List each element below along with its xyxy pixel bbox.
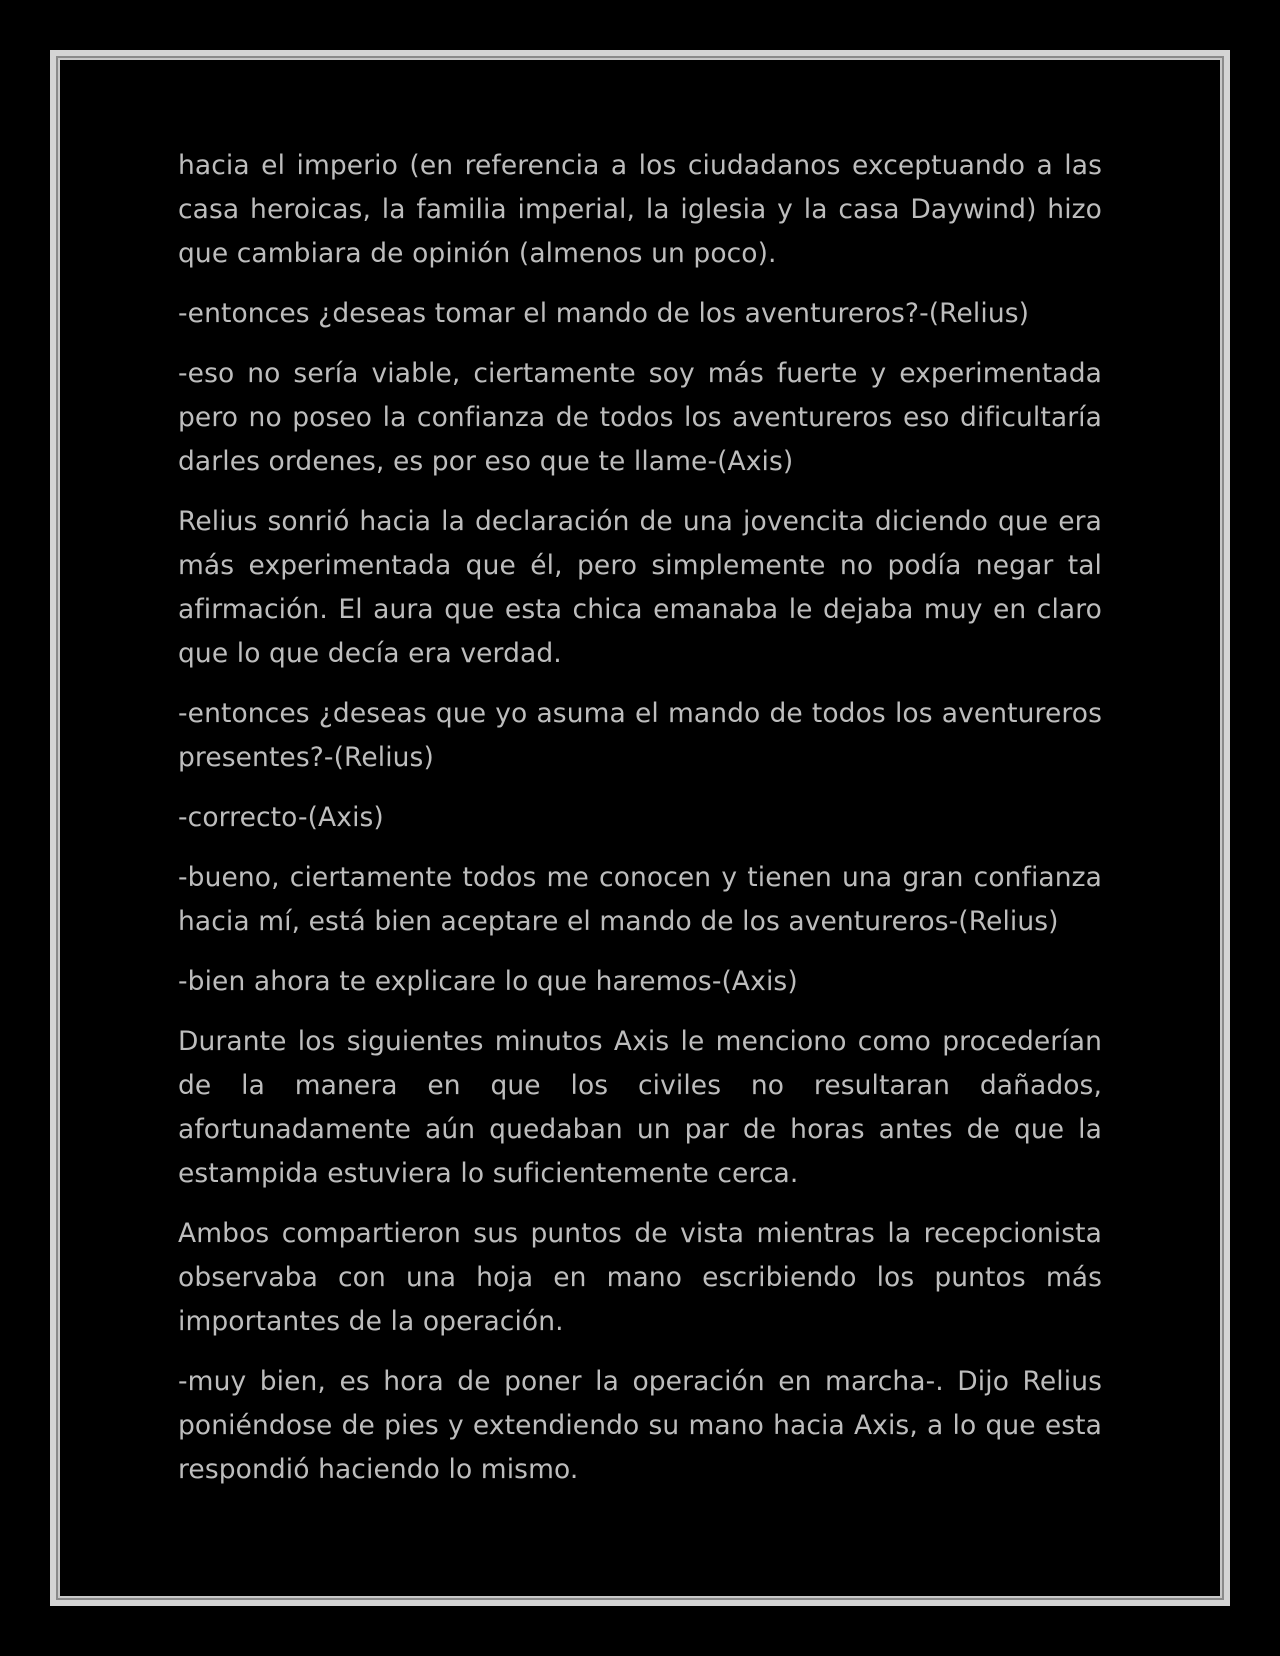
paragraph: hacia el imperio (en referencia a los ciudadanos exceptuando a las casa heroicas, la familia imperial, la iglesia y la casa Daywind) hizo que cambiara de opinión (almenos un poco). bbox=[178, 150, 1102, 269]
dialogue-line: -eso no sería viable, ciertamente soy más fuerte y experimentada pero no poseo la confianza de todos los aventureros eso dificultaría darles ordenes, es por eso que te llame-(Axis) bbox=[178, 358, 1102, 477]
dialogue-line: -entonces ¿deseas tomar el mando de los aventureros?-(Relius) bbox=[178, 298, 1030, 329]
paragraph: -muy bien, es hora de poner la operación en marcha-. Dijo Relius poniéndose de pies y extendiendo su mano hacia Axis, a lo que esta respondió haciendo lo mismo. bbox=[178, 1366, 1102, 1485]
paragraph: Relius sonrió hacia la declaración de una jovencita diciendo que era más experimentada que él, pero simplemente no podía negar tal afirmación. El aura que esta chica emanaba le dejaba muy en claro que lo que decía era verdad. bbox=[178, 506, 1102, 669]
paragraph: Durante los siguientes minutos Axis le menciono como procederían de la manera en que los civiles no resultaran dañados, afortunadamente aún quedaban un par de horas antes de que la estampida estuviera lo suficientemente cerca. bbox=[178, 1026, 1102, 1189]
dialogue-line: -bueno, ciertamente todos me conocen y tienen una gran confianza hacia mí, está bien aceptare el mando de los aventureros-(Relius) bbox=[178, 862, 1102, 937]
paragraph: Ambos compartieron sus puntos de vista mientras la recepcionista observaba con una hoja en mano escribiendo los puntos más importantes de la operación. bbox=[178, 1218, 1102, 1337]
document-body bbox=[178, 144, 1102, 1508]
dialogue-line: -correcto-(Axis) bbox=[178, 802, 384, 833]
dialogue-line: -entonces ¿deseas que yo asuma el mando de todos los aventureros presentes?-(Relius) bbox=[178, 698, 1102, 773]
dialogue-line: -bien ahora te explicare lo que haremos-(Axis) bbox=[178, 966, 798, 997]
